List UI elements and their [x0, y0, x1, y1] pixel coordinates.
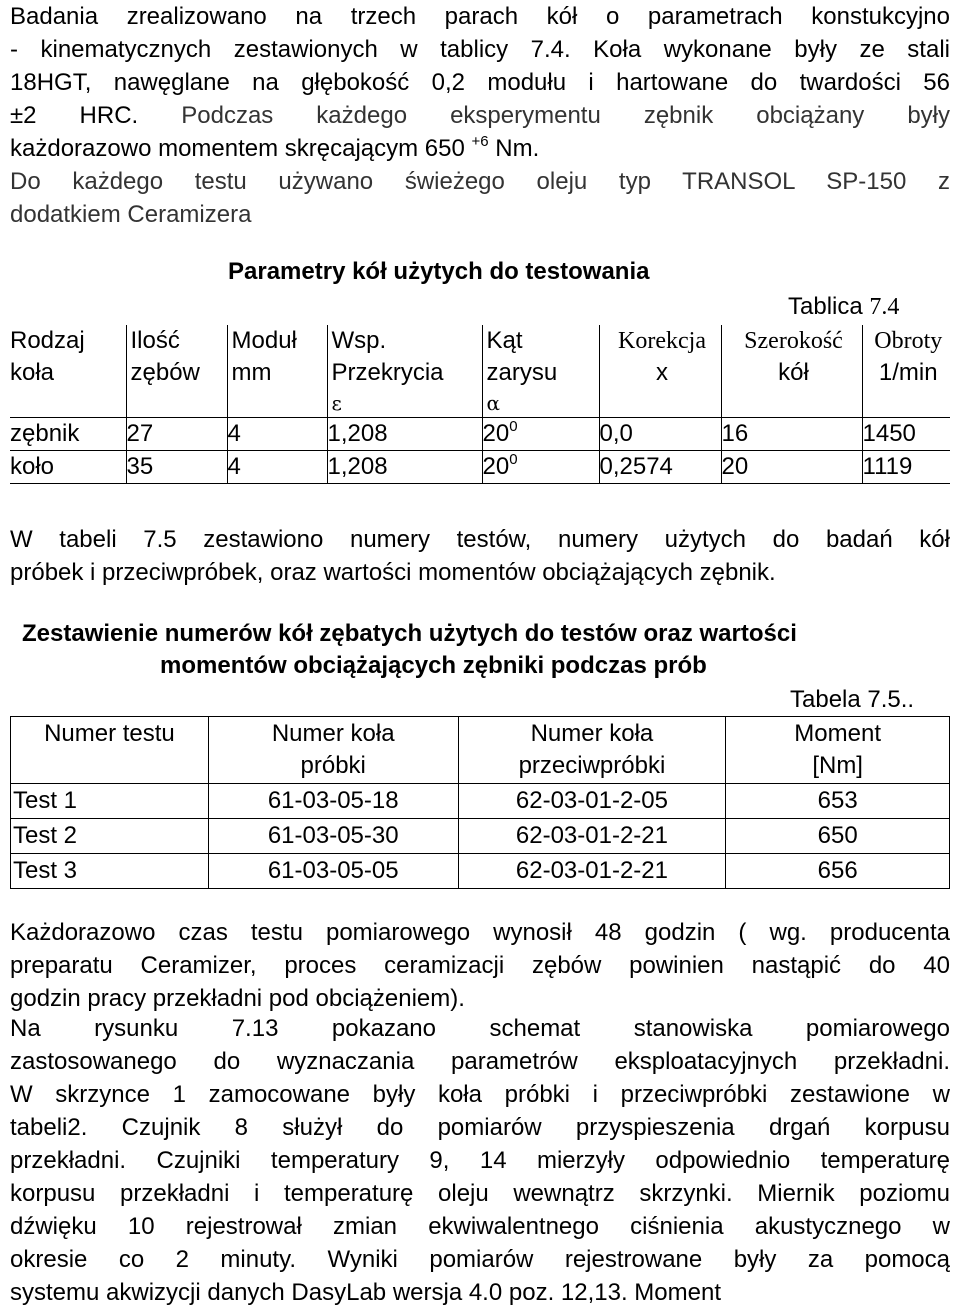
text-segment: Podczas każdego eksperymentu zębnik obciążany były	[138, 102, 950, 129]
header-cell: Rodzaj koła	[10, 327, 85, 386]
text-line: 18HGT, nawęglane na głębokość 0,2 modułu i hartowane do twardości 56	[10, 69, 950, 96]
text-line: Badania zrealizowano na trzech parach kół o parametrach konstukcyjno	[10, 3, 950, 30]
text-line: Każdorazowo czas testu pomiarowego wynosił 48 godzin ( wg. producenta	[10, 919, 950, 946]
text-line: W tabeli 7.5 zestawiono numery testów, numery użytych do badań kół	[10, 526, 950, 553]
test-stand-paragraph	[10, 1012, 950, 1309]
epsilon-symbol: ε	[331, 391, 342, 415]
cell-probka: 61-03-05-05	[208, 854, 458, 889]
text-segment: Nm.	[488, 135, 540, 162]
cell-probka: 61-03-05-18	[208, 784, 458, 819]
cell-ilosc: 35	[126, 451, 227, 484]
cell-ilosc: 27	[126, 418, 227, 451]
text-line: dźwięku 10 rejestrował zmian ekwiwalentnego ciśnienia akustycznego w	[10, 1213, 950, 1240]
cell-probka: 61-03-05-30	[208, 819, 458, 854]
header-cell: Numer koła przeciwpróbki	[458, 717, 726, 784]
text-line: dodatkiem Ceramizera	[10, 201, 252, 228]
hardness-text: ±2 HRC.	[10, 102, 139, 129]
table-header-row	[10, 325, 950, 418]
gear-parameters-table	[10, 325, 950, 484]
cell-korekcja: 0,2574	[599, 451, 721, 484]
text-line	[10, 99, 950, 132]
table1-caption	[788, 293, 899, 321]
table-row	[11, 784, 950, 819]
table2-caption: Tabela 7.5..	[790, 686, 915, 713]
header-cell: Moduł mm	[227, 325, 327, 418]
cell-przeciwprobka: 62-03-01-2-21	[458, 854, 726, 889]
cell-kat: $20^0$	[482, 451, 599, 484]
cell-rodzaj: zębnik	[10, 418, 126, 451]
table2-title: Zestawienie numerów kół zębatych użytych do testów oraz wartości	[22, 620, 797, 647]
table-header-row	[11, 717, 950, 784]
header-cell: Numer koła próbki	[208, 717, 458, 784]
text-line: okresie co 2 minuty. Wyniki pomiarów rejestrowane były za pomocą	[10, 1246, 950, 1273]
text-line: próbek i przeciwpróbek, oraz wartości momentów obciążających zębnik.	[10, 559, 776, 586]
table-reference-paragraph	[10, 523, 950, 589]
header-cell: Obroty 1/min	[862, 325, 950, 418]
header-cell: Numer testu	[11, 717, 209, 784]
header-cell: Korekcja x	[599, 325, 721, 418]
alpha-symbol: α	[486, 391, 501, 415]
cell-moment: 650	[726, 819, 950, 854]
cell-obroty: 1450	[862, 418, 950, 451]
table-row	[11, 854, 950, 889]
text-line: preparatu Ceramizer, proces ceramizacji zębów powinien nastąpić do 40	[10, 952, 950, 979]
cell-szerokosc: 20	[721, 451, 862, 484]
caption-text: Tablica	[788, 293, 870, 320]
text-line: Do każdego testu używano świeżego oleju typ TRANSOL SP-150 z	[10, 168, 950, 195]
cell-test: Test 2	[11, 819, 209, 854]
cell-przeciwprobka: 62-03-01-2-05	[458, 784, 726, 819]
cell-przeciwprobka: 62-03-01-2-21	[458, 819, 726, 854]
cell-moment: 653	[726, 784, 950, 819]
text-line: zastosowanego do wyznaczania parametrów eksploatacyjnych przekładni.	[10, 1048, 950, 1075]
cell-wsp: 1,208	[327, 451, 482, 484]
table-row	[10, 418, 950, 451]
cell-szerokosc: 16	[721, 418, 862, 451]
text-line: tabeli2. Czujnik 8 służył do pomiarów przyspieszenia drgań korpusu	[10, 1114, 950, 1141]
caption-number: 7.4	[869, 294, 900, 320]
tests-table	[10, 716, 950, 889]
cell-moment: 656	[726, 854, 950, 889]
text-line: godzin pracy przekładni pod obciążeniem).	[10, 985, 465, 1012]
cell-test: Test 1	[11, 784, 209, 819]
cell-modul: 4	[227, 418, 327, 451]
cell-wsp: 1,208	[327, 418, 482, 451]
cell-obroty: 1119	[862, 451, 950, 484]
header-cell: Ilość zębów	[126, 325, 227, 418]
text-line: korpusu przekładni i temperaturę oleju wewnątrz skrzynki. Miernik poziomu	[10, 1180, 950, 1207]
header-cell: Moment [Nm]	[726, 717, 950, 784]
text-segment: każdorazowo momentem skręcającym 650	[10, 135, 472, 162]
cell-rodzaj: koło	[10, 451, 126, 484]
text-line: Na rysunku 7.13 pokazano schemat stanowiska pomiarowego	[10, 1015, 950, 1042]
text-line: przekładni. Czujniki temperatury 9, 14 mierzyły odpowiednio temperaturę	[10, 1147, 950, 1174]
header-cell: Wsp. Przekrycia ε	[327, 325, 482, 418]
table2-title: momentów obciążających zębniki podczas prób	[160, 652, 707, 679]
cell-test: Test 3	[11, 854, 209, 889]
text-line: - kinematycznych zestawionych w tablicy 7.4. Koła wykonane były ze stali	[10, 36, 950, 63]
duration-paragraph	[10, 916, 950, 1015]
tolerance-superscript: +6	[471, 133, 489, 150]
text-line: W skrzynce 1 zamocowane były koła próbki i przeciwpróbki zestawione w	[10, 1081, 950, 1108]
header-cell: Kąt zarysu α	[482, 325, 599, 418]
cell-korekcja: 0,0	[599, 418, 721, 451]
cell-kat: $20^0$	[482, 418, 599, 451]
table-row	[10, 451, 950, 484]
table-row	[11, 819, 950, 854]
header-cell: Szerokość kół	[721, 325, 862, 418]
table1-title: Parametry kół użytych do testowania	[228, 258, 650, 285]
intro-paragraph	[10, 0, 950, 231]
cell-modul: 4	[227, 451, 327, 484]
text-line: systemu akwizycji danych DasyLab wersja 4.0 poz. 12,13. Moment	[10, 1279, 721, 1306]
text-line	[10, 132, 950, 165]
